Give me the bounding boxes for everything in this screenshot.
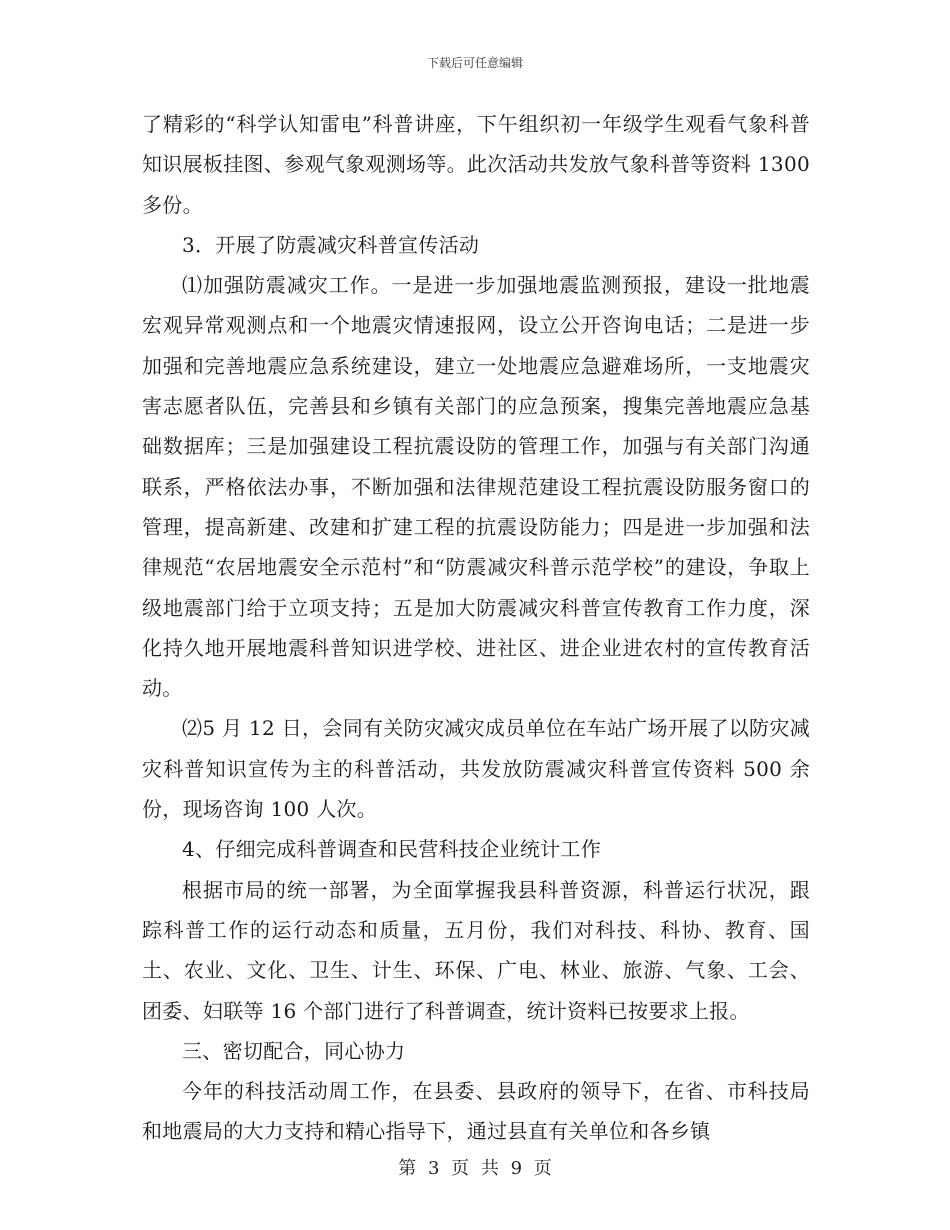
footer-prefix: 第 [398,1158,417,1179]
document-body [142,104,810,1152]
footer-total-pages: 9 [510,1158,523,1179]
paragraph-survey: 根据市局的统一部署，为全面掌握我县科普资源，科普运行状况，跟踪科普工作的运行动态和质量，五月份，我们对科技、科协、教育、国土、农业、文化、卫生、计生、环保、广电、林业、旅游、气象、工会、团委、妇联等 16 个部门进行了科普调查，统计资料已按要求上报。 [142,877,810,1023]
footer-page-word: 页 [451,1158,470,1179]
page-footer [0,1154,950,1180]
page-header [0,54,950,71]
footer-suffix: 页 [533,1158,552,1179]
section-heading-cooperation: 三、密切配合，同心协力 [182,1038,406,1063]
paragraph-may-12-activity: ⑵5 月 12 日，会同有关防灾减灾成员单位在车站广场开展了以防灾减灾科普知识宣传为主的科普活动，共发放防震减灾科普宣传资料 500 余份，现场咨询 100 人次。 [142,716,810,822]
header-text: 下载后可任意编辑 [426,56,523,70]
section-heading-4: 4、仔细完成科普调查和民营科技企业统计工作 [182,837,602,862]
footer-page-number: 3 [427,1158,440,1179]
paragraph-earthquake-work: ⑴加强防震减灾工作。一是进一步加强地震监测预报，建设一批地震宏观异常观测点和一个地震灾情速报网，设立公开咨询电话；二是进一步加强和完善地震应急系统建设，建立一处地震应急避难场所，一支地震灾害志愿者队伍，完善县和乡镇有关部门的应急预案，搜集完善地震应急基础数据库；三是加强建设工程抗震设防的管理工作，加强与有关部门沟通联系，严格依法办事，不断加强和法律规范建设工程抗震设防服务窗口的管理，提高新建、改建和扩建工程的抗震设防能力；四是进一步加强和法律规范“农居地震安全示范村”和“防震减灾科普示范学校”的建设，争取上级地震部门给于立项支持；五是加大防震减灾科普宣传教育工作力度，深化持久地开展地震科普知识进学校、进社区、进企业进农村的宣传教育活动。 [142,273,810,701]
paragraph-summary: 今年的科技活动周工作，在县委、县政府的领导下，在省、市科技局和地震局的大力支持和精心指导下，通过县直有关单位和各乡镇 [142,1079,810,1144]
section-heading-3: 3．开展了防震减灾科普宣传活动 [182,232,480,257]
paragraph-continuation: 了精彩的“科学认知雷电”科普讲座，下午组织初一年级学生观看气象科普知识展板挂图、参观气象观测场等。此次活动共发放气象科普等资料 1300 多份。 [142,112,810,217]
footer-total-word: 共 [480,1158,499,1179]
